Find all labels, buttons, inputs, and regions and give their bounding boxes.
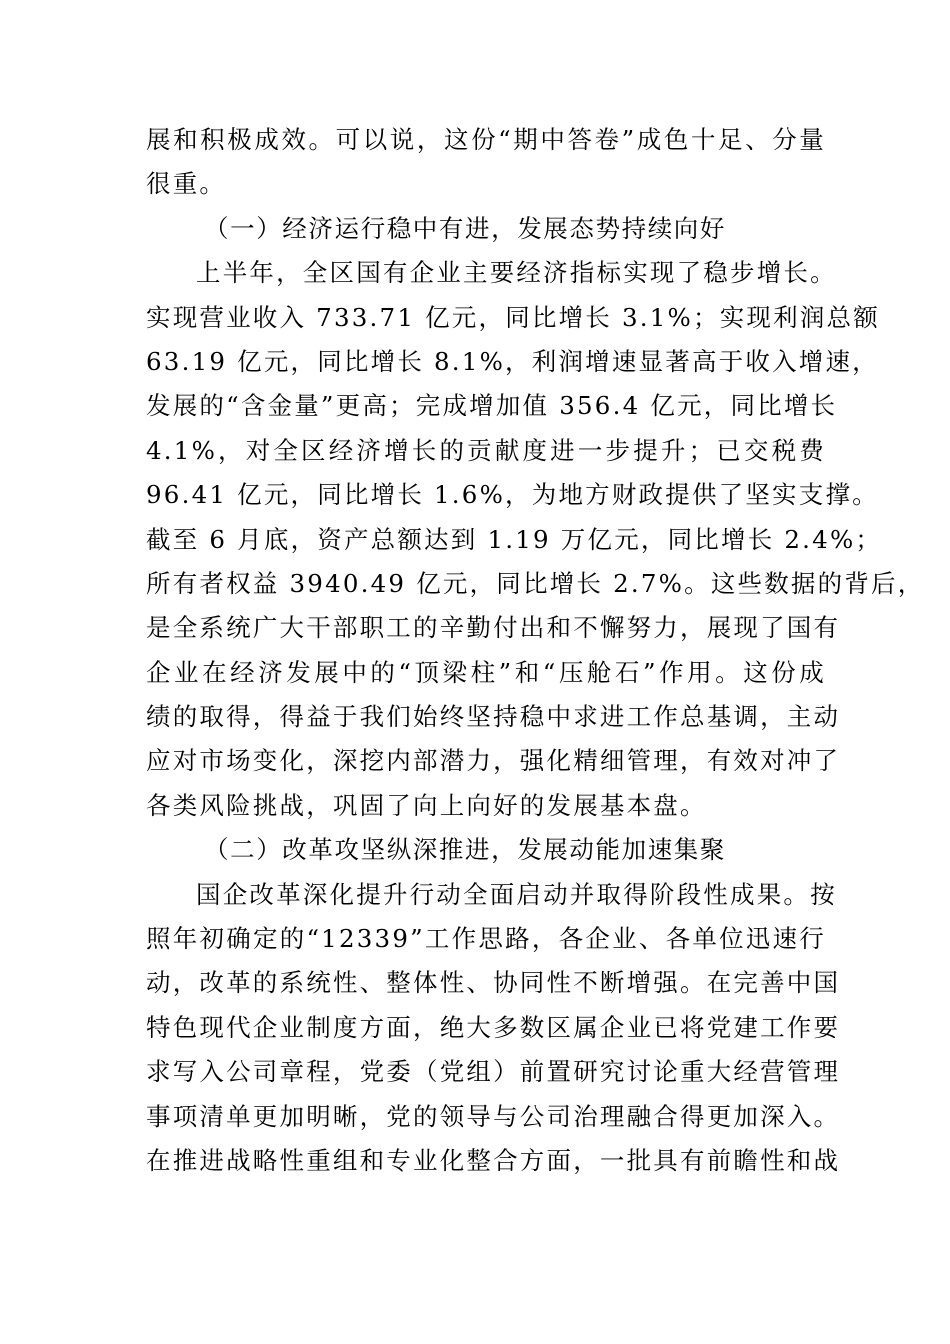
- body-line: 各类风险挑战，巩固了向上向好的发展基本盘。: [146, 790, 707, 820]
- body-line: 所有者权益 3940.49 亿元，同比增长 2.7%。这些数据的背后，: [146, 568, 925, 598]
- paragraph-first-line: 国企改革深化提升行动全面启动并取得阶段性成果。按: [196, 879, 837, 909]
- body-line: 4.1%，对全区经济增长的贡献度进一步提升；已交税费: [146, 435, 826, 465]
- body-line: 是全系统广大干部职工的辛勤付出和不懈努力，展现了国有: [146, 613, 841, 643]
- body-line: 发展的“含金量”更高；完成增加值 356.4 亿元，同比增长: [146, 391, 838, 421]
- body-line: 企业在经济发展中的“顶梁柱”和“压舱石”作用。这份成: [146, 657, 826, 687]
- section-heading-1: （一）经济运行稳中有进，发展态势持续向好: [204, 213, 726, 243]
- body-line: 绩的取得，得益于我们始终坚持稳中求进工作总基调，主动: [146, 702, 841, 732]
- body-line: 63.19 亿元，同比增长 8.1%，利润增速显著高于收入增速，: [146, 346, 879, 376]
- body-line: 96.41 亿元，同比增长 1.6%，为地方财政提供了坚实支撑。: [146, 480, 879, 510]
- paragraph-first-line: 上半年，全区国有企业主要经济指标实现了稳步增长。: [196, 258, 837, 288]
- document-page: [146, 118, 925, 1183]
- body-line: 截至 6 月底，资产总额达到 1.19 万亿元，同比增长 2.4%；: [146, 524, 883, 554]
- body-line: 在推进战略性重组和专业化整合方面，一批具有前瞻性和战: [146, 1145, 841, 1175]
- body-line: 求写入公司章程，党委（党组）前置研究讨论重大经营管理: [146, 1057, 841, 1087]
- body-line: 应对市场变化，深挖内部潜力，强化精细管理，有效对冲了: [146, 746, 841, 776]
- body-line: 特色现代企业制度方面，绝大多数区属企业已将党建工作要: [146, 1012, 841, 1042]
- body-line: 照年初确定的“12339”工作思路，各企业、各单位迅速行: [146, 924, 826, 954]
- body-line: 动，改革的系统性、整体性、协同性不断增强。在完善中国: [146, 968, 841, 998]
- body-line: 很重。: [146, 169, 227, 199]
- body-line: 实现营业收入 733.71 亿元，同比增长 3.1%；实现利润总额: [146, 302, 880, 332]
- body-line: 事项清单更加明晰，党的领导与公司治理融合得更加深入。: [146, 1101, 841, 1131]
- section-heading-2: （二）改革攻坚纵深推进，发展动能加速集聚: [204, 835, 726, 865]
- body-line: 展和积极成效。可以说，这份“期中答卷”成色十足、分量: [146, 125, 826, 154]
